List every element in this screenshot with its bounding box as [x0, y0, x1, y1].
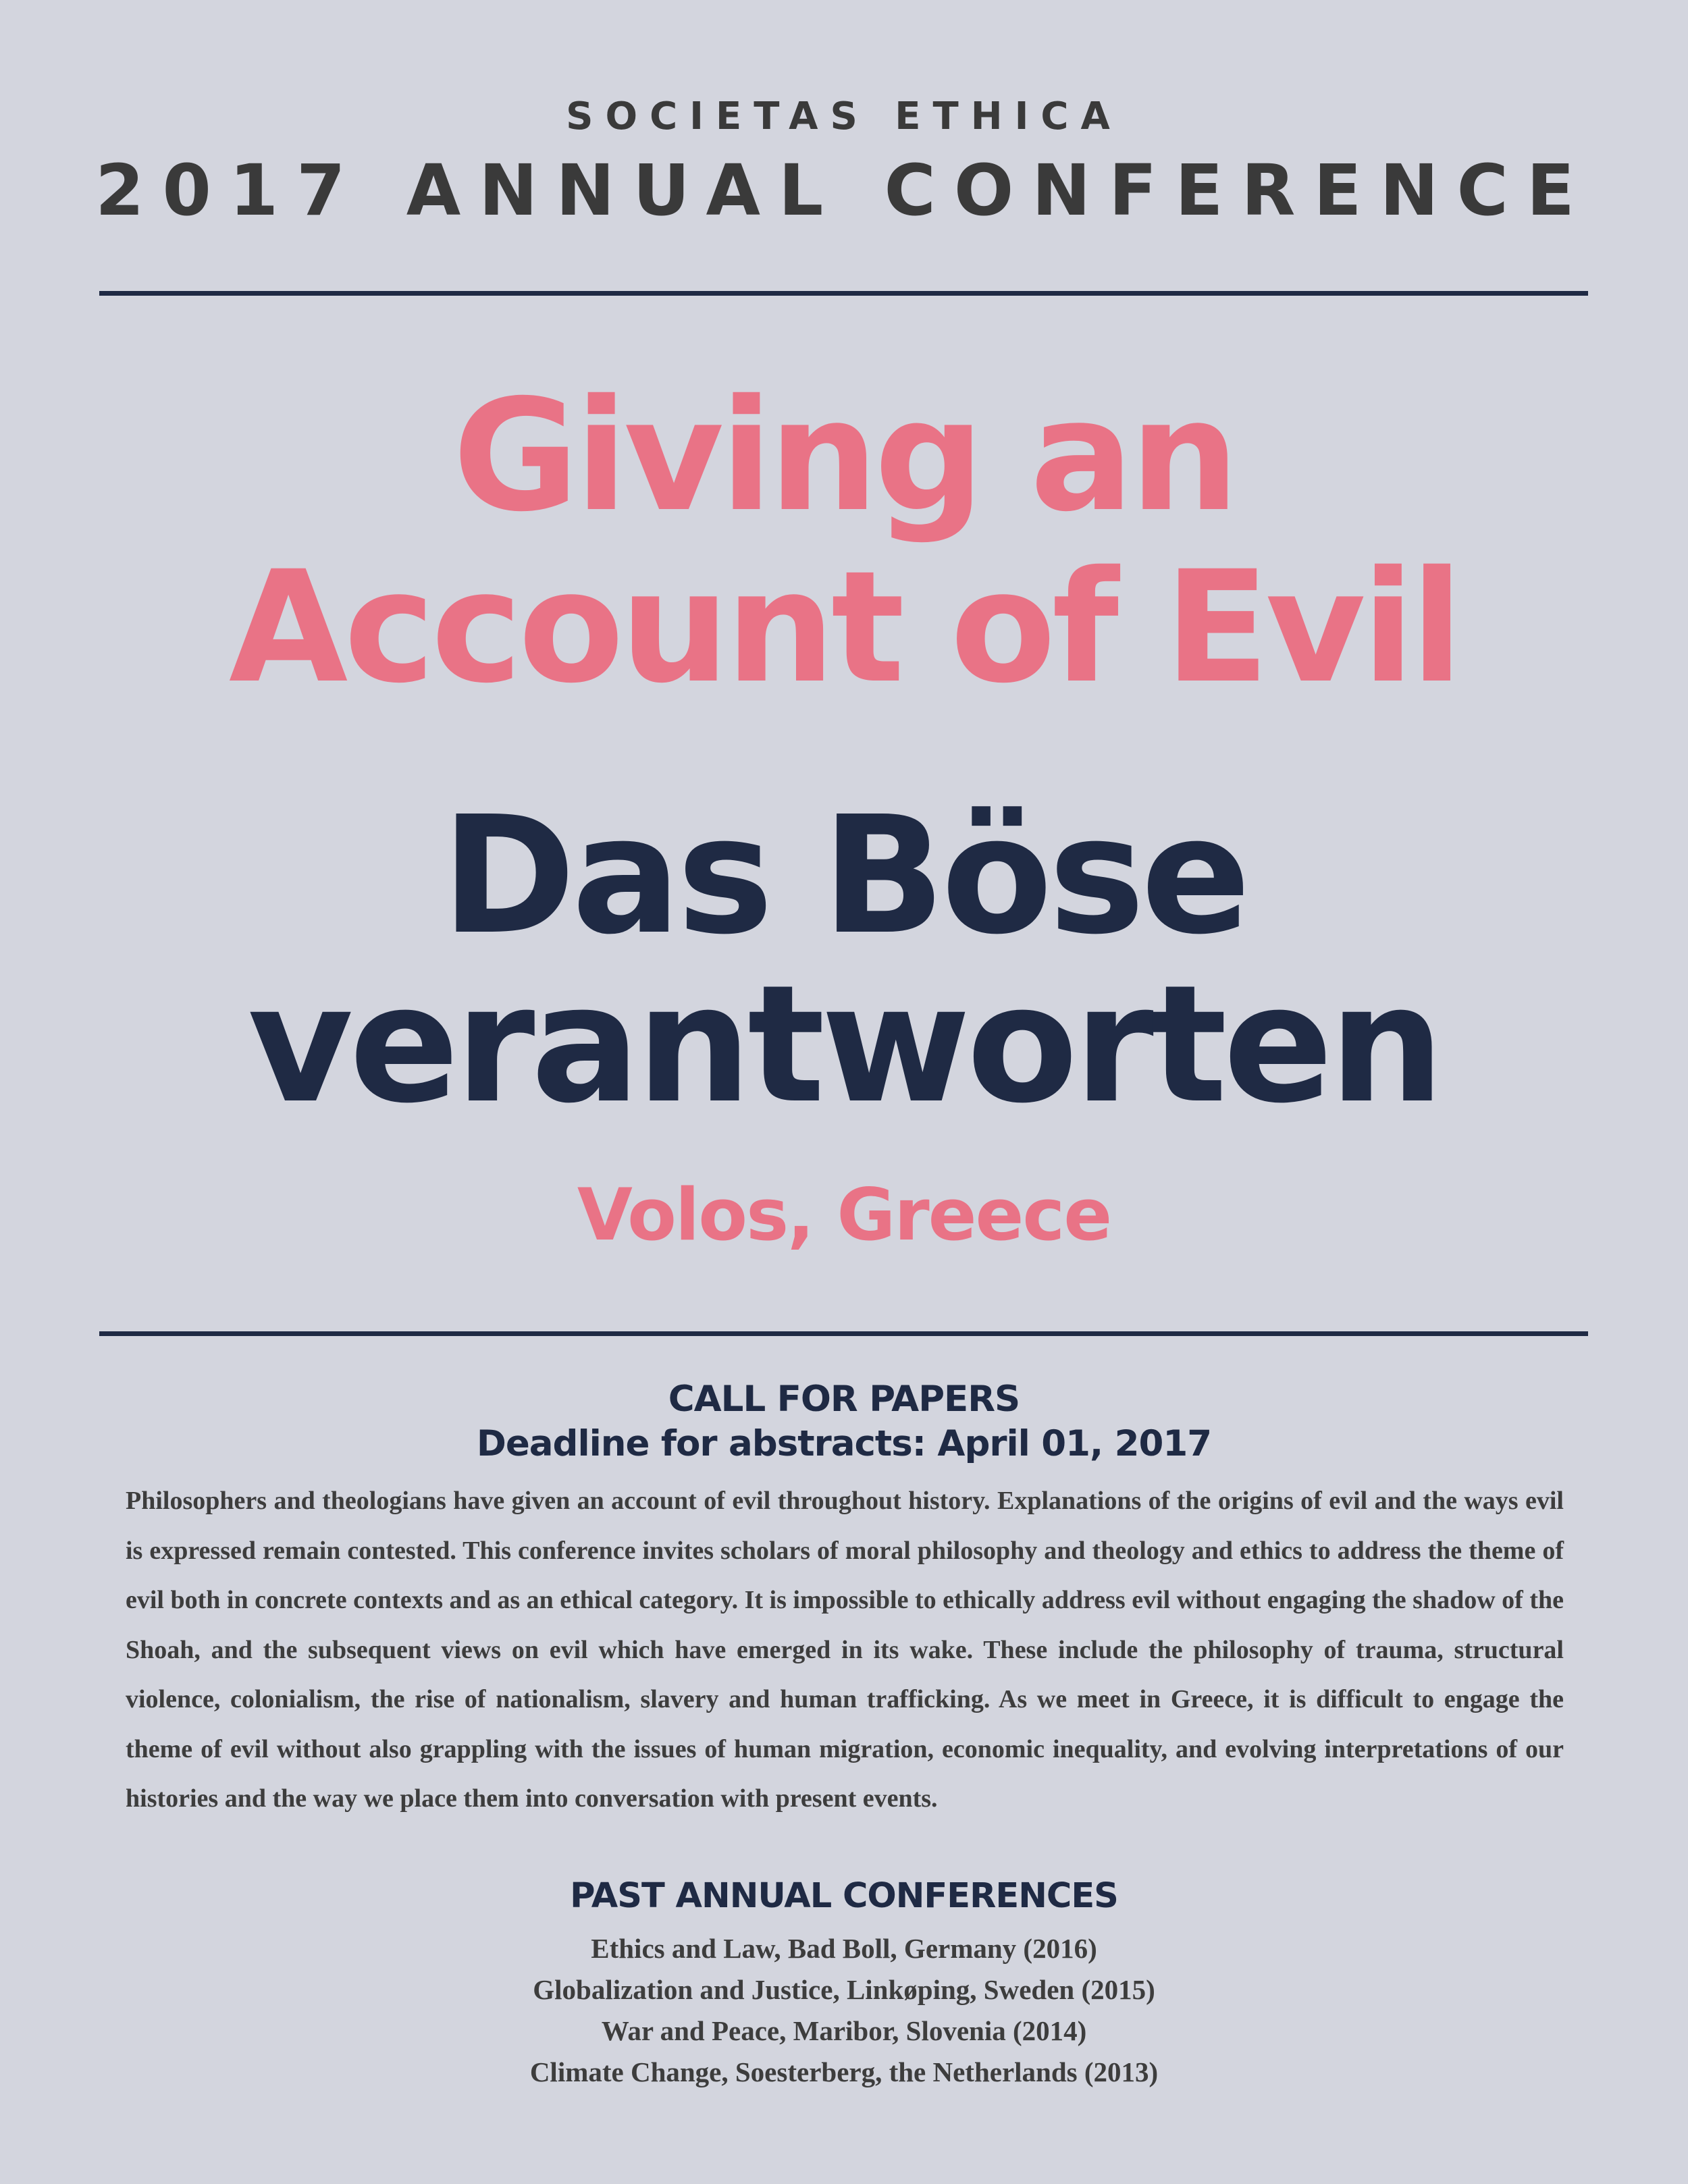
- past-conferences-list: [0, 1928, 1688, 2093]
- call-for-papers-body: Philosophers and theologians have given an account of evil throughout history. Explanations of the origins of evil and the ways evil is expressed remain contested. This conference invites scholars of moral philosophy and theology and ethics to address the theme of evil both in concrete contexts and as an ethical category. It is impossible to ethically address evil without engaging the shadow of the Shoah, and the subsequent views on evil which have emerged in its wake. These include the philosophy of trauma, structural violence, colonialism, the rise of nationalism, slavery and human trafficking. As we meet in Greece, it is difficult to engage the theme of evil without also grappling with the issues of human migration, economic inequality, and evolving interpretations of our histories and the way we place them into conversation with present events.: [126, 1487, 1564, 1813]
- past-conferences-heading: PAST ANNUAL CONFERENCES: [570, 1876, 1118, 1916]
- abstract-deadline: Deadline for abstracts: April 01, 2017: [476, 1423, 1212, 1464]
- theme-english-line-2: Account of Evil: [228, 537, 1460, 717]
- bottom-divider: [99, 1331, 1588, 1336]
- location: Volos, Greece: [577, 1173, 1111, 1256]
- list-item: Climate Change, Soesterberg, the Netherlands (2013): [529, 2056, 1159, 2087]
- call-for-papers-heading: CALL FOR PAPERS: [668, 1379, 1020, 1420]
- org-name: SOCIETAS ETHICA: [566, 95, 1122, 138]
- top-divider: [99, 291, 1588, 296]
- theme-german: [0, 781, 1688, 1139]
- theme-english-line-1: Giving an: [452, 366, 1236, 545]
- list-item: Ethics and Law, Bad Boll, Germany (2016): [591, 1933, 1097, 1964]
- list-item: War and Peace, Maribor, Slovenia (2014): [601, 2015, 1087, 2046]
- theme-german-line-2: verantworten: [247, 950, 1441, 1139]
- list-item: Globalization and Justice, Linkøping, Sweden (2015): [533, 1974, 1155, 2005]
- conference-title: 2017 ANNUAL CONFERENCE: [95, 149, 1593, 232]
- theme-german-line-1: Das Böse: [441, 781, 1247, 970]
- theme-english: [0, 366, 1688, 717]
